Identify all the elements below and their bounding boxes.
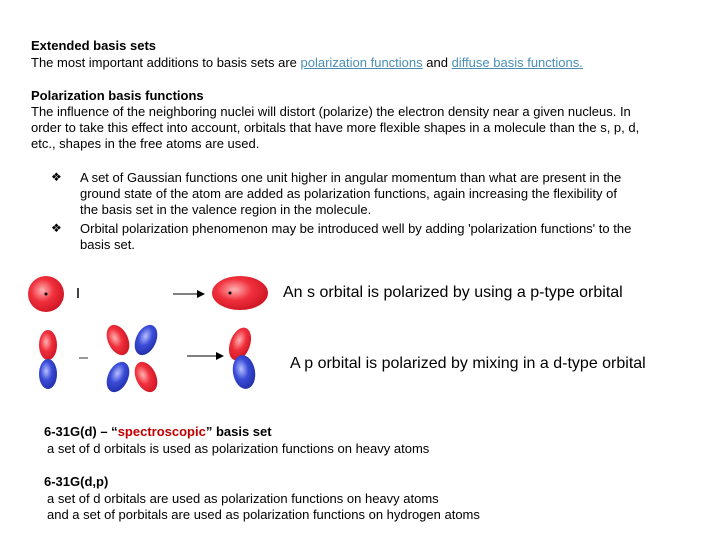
p-orbital-small xyxy=(77,288,79,298)
basis-631g-dp-heading: 6-31G(d,p) xyxy=(44,474,109,489)
heading-suffix: ” basis set xyxy=(205,424,272,439)
bullet-line: basis set. xyxy=(80,237,135,252)
spectroscopic-highlight: spectroscopic xyxy=(117,424,206,439)
heading-prefix: 6-31G(d) – “ xyxy=(44,424,118,439)
basis-631g-d-line: a set of d orbitals is used as polarization functions on heavy atoms xyxy=(47,441,430,456)
diamond-bullet-icon: ❖ xyxy=(51,170,62,184)
bullet-line: the basis set in the valence region in the molecule. xyxy=(80,202,372,217)
caption-s-orbital: An s orbital is polarized by using a p-type orbital xyxy=(283,284,623,301)
s-orbital xyxy=(28,276,64,312)
basis-631g-d-heading xyxy=(44,424,272,440)
diffuse-basis-functions-link[interactable]: diffuse basis functions. xyxy=(451,55,583,70)
polarization-heading: Polarization basis functions xyxy=(31,88,204,103)
extended-heading: Extended basis sets xyxy=(31,38,156,53)
extended-line-middle: and xyxy=(422,55,452,70)
caption-p-orbital: A p orbital is polarized by mixing in a d-type orbital xyxy=(290,355,646,372)
diamond-bullet-icon: ❖ xyxy=(51,221,62,235)
polarized-s-orbital xyxy=(212,276,268,310)
bullet-line: A set of Gaussian functions one unit higher in angular momentum than what are present in the xyxy=(80,170,622,185)
bullet-line: ground state of the atom are added as polarization functions, again increasing the flexibility of xyxy=(80,186,617,201)
extended-line-prefix: The most important additions to basis sets are xyxy=(31,55,301,70)
paragraph-line: order to take this effect into account, orbitals that have more flexible shapes in a molecule than the s, p, d, xyxy=(31,120,640,135)
paragraph-line: The influence of the neighboring nuclei will distort (polarize) the electron density near a given nucleus. In xyxy=(31,104,631,119)
basis-line: a set of d orbitals are used as polarization functions on heavy atoms xyxy=(47,491,439,506)
polarized-p-orbital xyxy=(225,325,258,391)
bullet-line: Orbital polarization phenomenon may be introduced well by adding 'polarization functions' to the xyxy=(80,221,632,236)
p-orbital xyxy=(39,330,57,389)
polarization-functions-link[interactable]: polarization functions xyxy=(300,55,423,70)
d-orbital xyxy=(102,321,162,395)
basis-line: and a set of porbitals are used as polarization functions on hydrogen atoms xyxy=(47,507,480,522)
paragraph-line: etc., shapes in the free atoms are used. xyxy=(31,136,260,151)
basis-631g-dp-lines xyxy=(47,491,480,523)
